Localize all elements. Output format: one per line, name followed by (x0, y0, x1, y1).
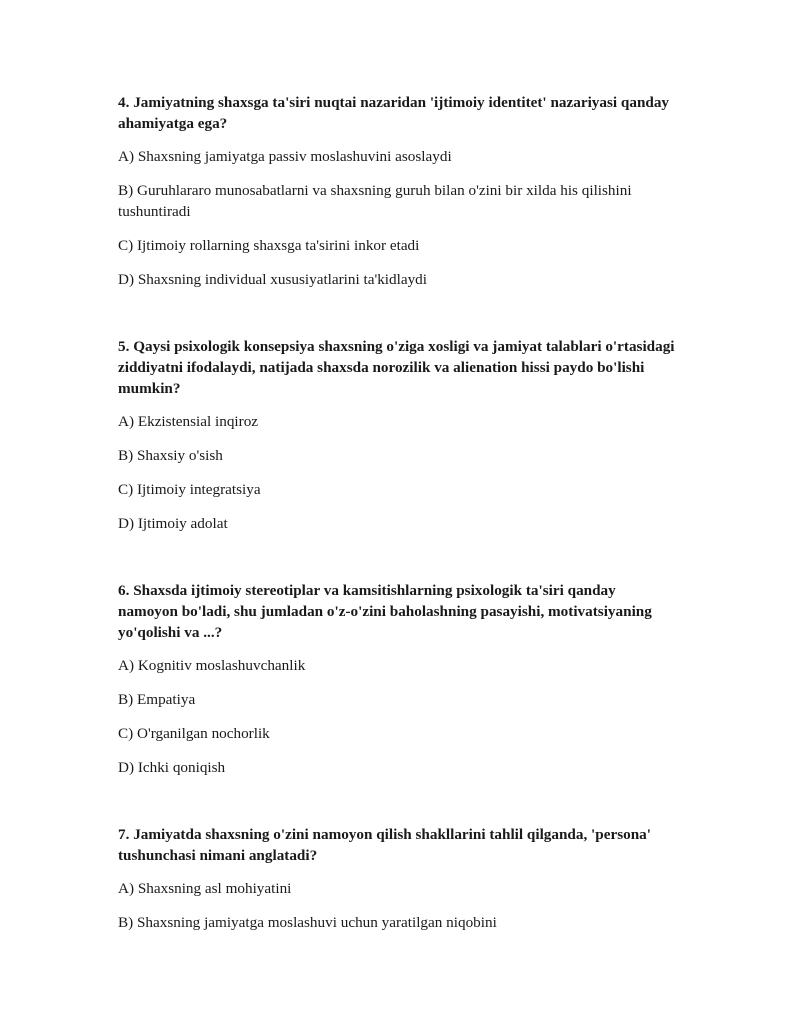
answer-option-b: B) Empatiya (118, 691, 196, 708)
question-text: 6. Shaxsda ijtimoiy stereotiplar va kamsitishlarning psixologik ta'siri qanday namoyon bo'ladi, shu jumladan o'z-o'zini baholashning pasayishi, motivatsiyaning yo'qolishi va ...? (118, 582, 652, 641)
answer-option-a: A) Ekzistensial inqiroz (118, 413, 259, 430)
answer-option-d: D) Ijtimoiy adolat (118, 515, 228, 532)
question-7 (118, 824, 678, 933)
answer-option-a: A) Shaxsning jamiyatga passiv moslashuvini asoslaydi (118, 148, 452, 165)
question-text: 4. Jamiyatning shaxsga ta'siri nuqtai nazaridan 'ijtimoiy identitet' nazariyasi qanday ahamiyatga ega? (118, 94, 670, 132)
answer-option-b: B) Shaxsiy o'sish (118, 447, 223, 464)
answer-option-c: C) Ijtimoiy rollarning shaxsga ta'sirini inkor etadi (118, 237, 420, 254)
question-6 (118, 580, 678, 778)
answer-option-a: A) Kognitiv moslashuvchanlik (118, 657, 306, 674)
question-4 (118, 92, 678, 290)
question-text: 5. Qaysi psixologik konsepsiya shaxsning o'ziga xosligi va jamiyat talablari o'rtasidagi ziddiyatni ifodalaydi, natijada shaxsda norozilik va alienation hissi paydo bo'lishi mumkin? (118, 338, 675, 397)
answer-option-c: C) O'rganilgan nochorlik (118, 725, 270, 742)
answer-option-d: D) Shaxsning individual xususiyatlarini ta'kidlaydi (118, 271, 427, 288)
answer-option-d: D) Ichki qoniqish (118, 759, 226, 776)
document-page (118, 92, 678, 979)
question-5 (118, 336, 678, 534)
answer-option-b: B) Shaxsning jamiyatga moslashuvi uchun yaratilgan niqobini (118, 914, 497, 931)
answer-option-b: B) Guruhlararo munosabatlarni va shaxsning guruh bilan o'zini bir xilda his qilishini tushuntiradi (118, 182, 632, 220)
answer-option-c: C) Ijtimoiy integratsiya (118, 481, 261, 498)
answer-option-a: A) Shaxsning asl mohiyatini (118, 880, 292, 897)
question-text: 7. Jamiyatda shaxsning o'zini namoyon qilish shakllarini tahlil qilganda, 'persona' tushunchasi nimani anglatadi? (118, 826, 651, 864)
